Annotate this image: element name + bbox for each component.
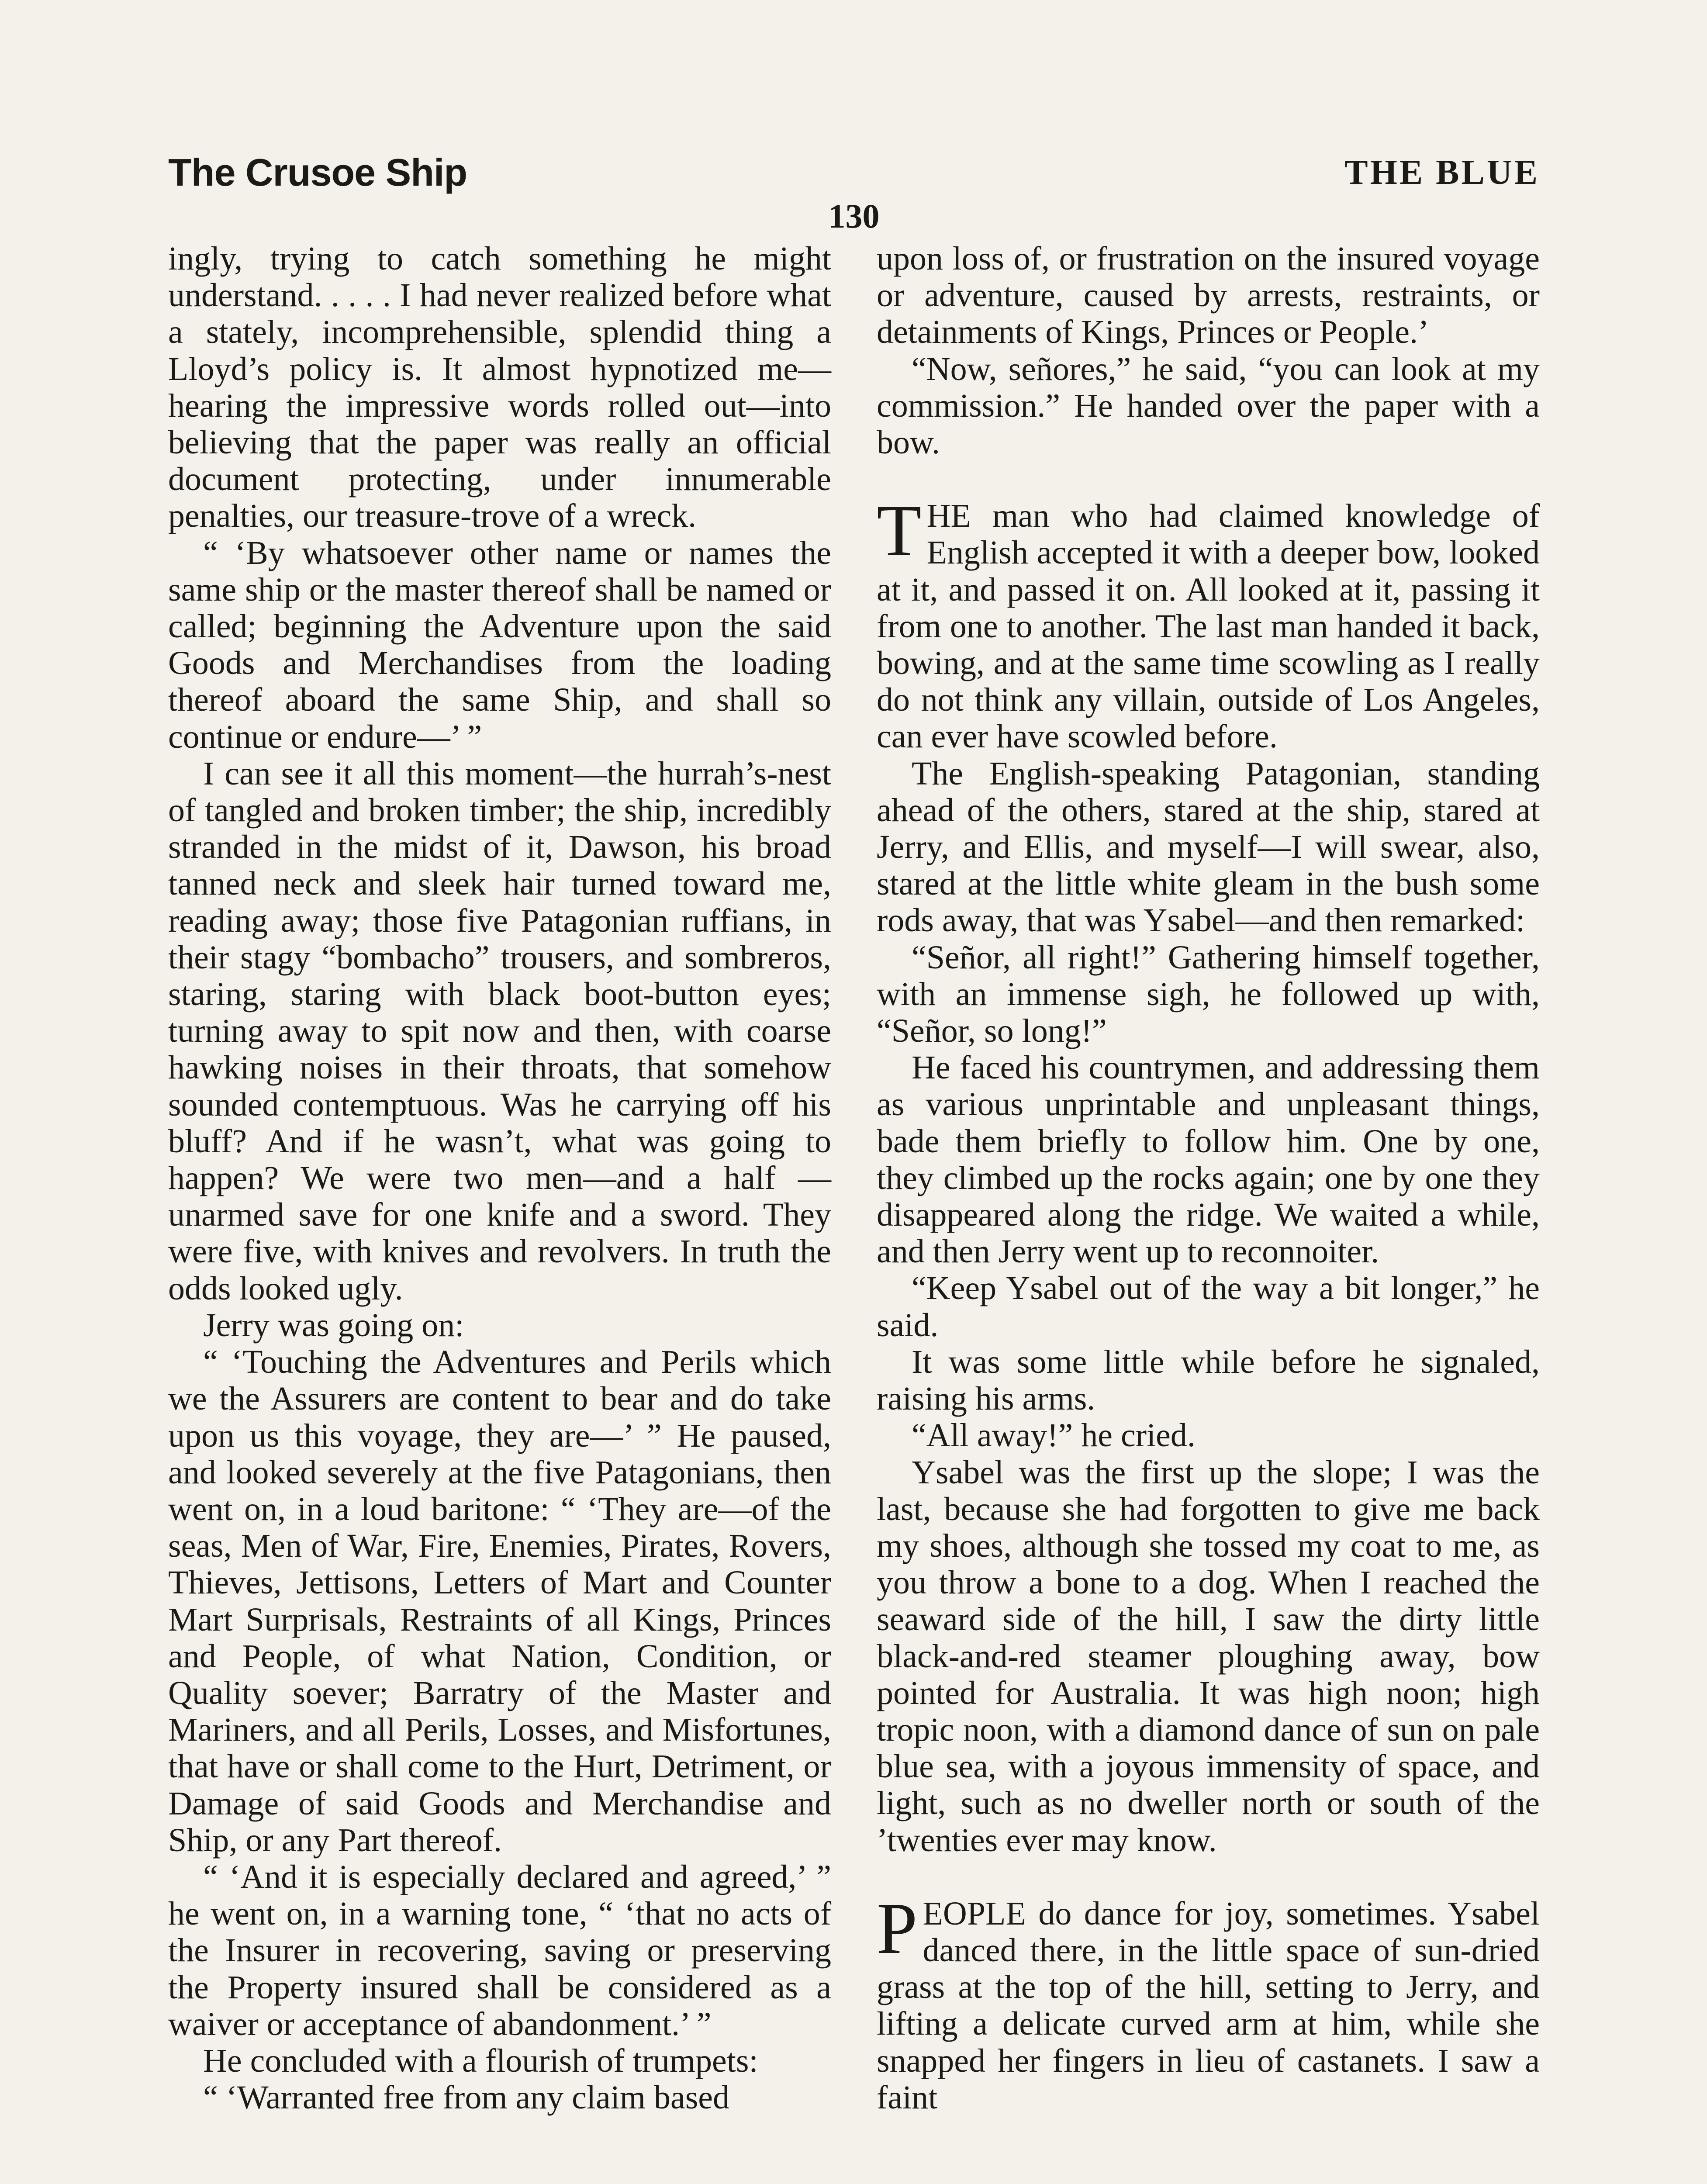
paragraph: “ ‘Touching the Adventures and Perils which we the Assurers are content to bear and do take upon us this voyage, they are—’ ” He paused, and looked severely at the five Patagonians, then went on, in a loud baritone: “ ‘They are—of the seas, Men of War, Fire, Enemies, Pirates, Rovers, Thieves, Jettisons, Letters of Mart and Counter Mart Surprisals, Restraints of all Kings, Princes and People, of what Nation, Condition, or Quality soever; Barratry of the Master and Mariners, and all Perils, Losses, and Misfortunes, that have or shall come to the Hurt, Detriment, or Damage of said Goods and Merchandise and Ship, or any Part thereof. (168, 1344, 831, 1859)
paragraph: ingly, trying to catch something he might understand. . . . . I had never realized before what a stately, incomprehensible, splendid thing a Lloyd’s policy is. It almost hypnotized me—hearing the impressive words rolled out—into believing that the paper was really an official document protecting, under innumerable penalties, our treasure-trove of a wreck. (168, 240, 831, 535)
paragraph-text: EOPLE do dance for joy, sometimes. Ysabel danced there, in the little space of sun-dried grass at the top of the hill, setting to Jerry, and lifting a delicate curved arm at him, while she snapped her fingers in lieu of castanets. I saw a faint (877, 1895, 1540, 2116)
drop-cap: T (877, 490, 922, 572)
page-number: 130 (828, 197, 880, 235)
section-paragraph (877, 490, 1540, 755)
paragraph: I can see it all this moment—the hurrah’s-nest of tangled and broken timber; the ship, incredibly stranded in the midst of it, Dawson, his broad tanned neck and sleek hair turned toward me, reading away; those five Patagonian ruffians, in their stagy “bombacho” trousers, and sombreros, staring, staring with black boot-button eyes; turning away to spit now and then, with coarse hawking noises in their throats, that somehow sounded contemptuous. Was he carrying off his bluff? And if he wasn’t, what was going to happen? We were two men—and a half —unarmed save for one knife and a sword. They were five, with knives and revolvers. In truth the odds looked ugly. (168, 755, 831, 1307)
paragraph: Jerry was going on: (203, 1306, 464, 1344)
paragraph: He concluded with a flourish of trumpets: (203, 2042, 758, 2079)
paragraph: upon loss of, or frustration on the insured voyage or adventure, caused by arrests, restraints, or detainments of Kings, Princes or People.’ (877, 240, 1540, 351)
paragraph: “ ‘And it is especially declared and agreed,’ ” he went on, in a warning tone, “ ‘that no acts of the Insurer in recovering, saving or preserving the Property insured shall be considered as a waiver or acceptance of abandonment.’ ” (168, 1858, 831, 2042)
section-paragraph (877, 1887, 1540, 2116)
paragraph: “Señor, all right!” Gathering himself together, with an immense sigh, he followed up with, “Señor, so long!” (877, 939, 1540, 1050)
paragraph: Ysabel was the first up the slope; I was the last, because she had forgotten to give me back my shoes, although she tossed my coat to me, as you throw a bone to a dog. When I reached the seaward side of the hill, I saw the dirty little black-and-red steamer ploughing away, bow pointed for Australia. It was high noon; high tropic noon, with a diamond dance of sun on pale blue sea, with a joyous immensity of space, and light, such as no dweller north or south of the ’twenties ever may know. (877, 1454, 1540, 1859)
paragraph: The English-speaking Patagonian, standing ahead of the others, stared at the ship, stared at Jerry, and Ellis, and myself—I will swear, also, stared at the little white gleam in the bush some rods away, that was Ysabel—and then remarked: (877, 755, 1540, 939)
paragraph: “Keep Ysabel out of the way a bit longer,” he said. (877, 1270, 1540, 1344)
running-head (168, 142, 1540, 203)
paragraph: He faced his countrymen, and addressing them as various unprintable and unpleasant things, bade them briefly to follow him. One by one, they climbed up the rocks again; one by one they disappeared along the ridge. We waited a while, and then Jerry went up to reconnoiter. (877, 1049, 1540, 1270)
right-column (877, 240, 1540, 2116)
left-column (168, 240, 831, 2116)
paragraph: It was some little while before he signaled, raising his arms. (877, 1343, 1540, 1417)
paragraph: “Now, señores,” he said, “you can look at my commission.” He handed over the paper with a bow. (877, 350, 1540, 461)
story-title: The Crusoe Ship (168, 151, 467, 194)
paragraph: “All away!” he cried. (912, 1417, 1196, 1454)
paragraph: “ ‘Warranted free from any claim based (203, 2079, 730, 2116)
drop-cap: P (877, 1887, 918, 1969)
paragraph: “ ‘By whatsoever other name or names the same ship or the master thereof shall be named or called; beginning the Adventure upon the said Goods and Merchandises from the loading thereof aboard the same Ship, and shall so continue or endure—’ ” (168, 534, 831, 755)
paragraph-text: HE man who had claimed knowledge of English accepted it with a deeper bow, looked at it, and passed it on. All looked at it, passing it from one to another. The last man handed it back, bowing, and at the same time scowling as I really do not think any villain, outside of Los Angeles, can ever have scowled before. (877, 498, 1540, 755)
magazine-title: THE BLUE (1344, 153, 1540, 192)
magazine-page (168, 142, 1540, 2184)
